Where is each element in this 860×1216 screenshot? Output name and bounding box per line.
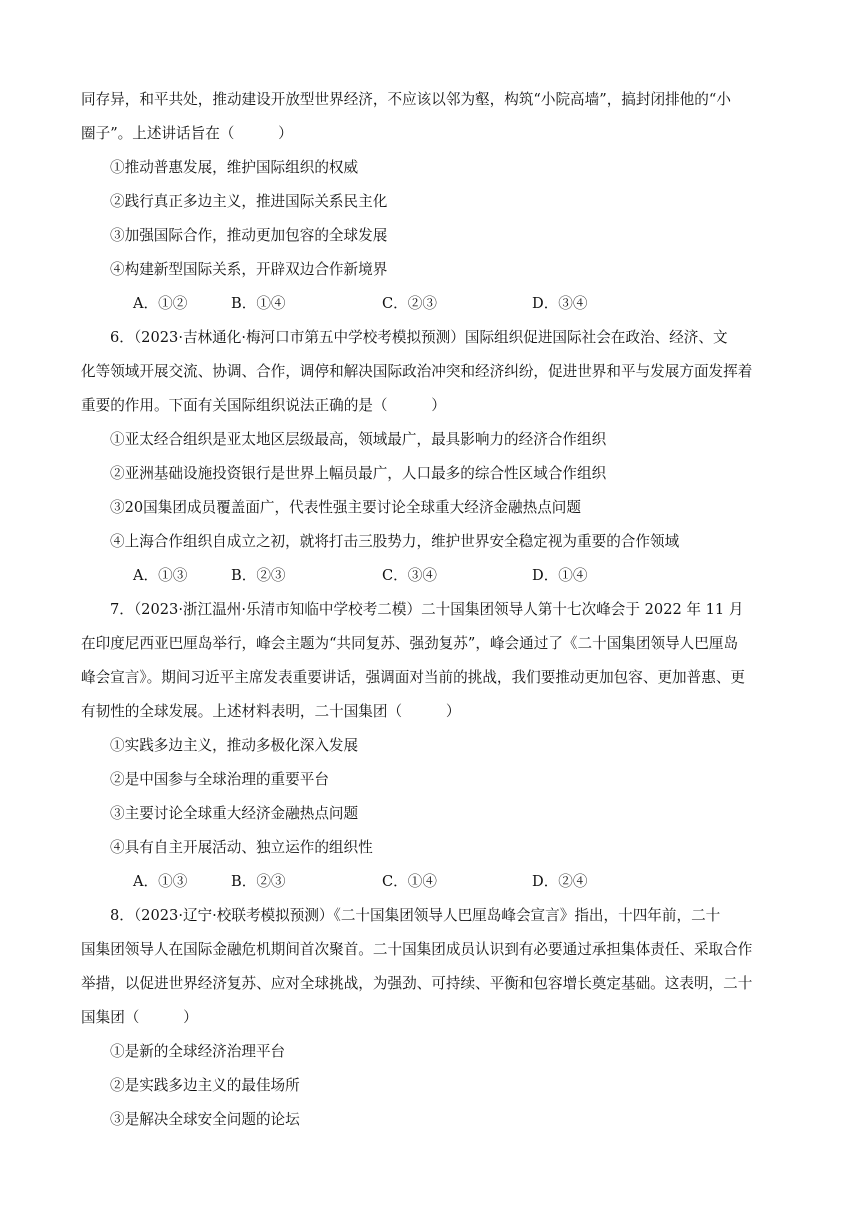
statement-2: ②亚洲基础设施投资银行是世界上幅员最广，人口最多的综合性区域合作组织: [110, 465, 607, 482]
statement-1: ①实践多边主义，推动多极化深入发展: [110, 737, 359, 754]
question-text-line: 国集团（ ）: [81, 1009, 198, 1026]
statement-2: ②是实践多边主义的最佳场所: [110, 1077, 300, 1094]
option-c[interactable]: C．①④: [382, 873, 437, 890]
question-text-line: 有韧性的全球发展。上述材料表明，二十国集团（ ）: [81, 703, 461, 720]
statement-3: ③20国集团成员覆盖面广，代表性强主要讨论全球重大经济金融热点问题: [110, 499, 581, 516]
option-d[interactable]: D．②④: [532, 873, 588, 890]
question-6-stem: 6．（2023·吉林通化·梅河口市第五中学校考模拟预测）国际组织促进国际社会在政治、经济、文: [110, 329, 728, 346]
option-b[interactable]: B．②③: [231, 873, 286, 890]
answer-options: [133, 294, 693, 314]
option-a[interactable]: A．①②: [133, 295, 188, 312]
question-text-line: 在印度尼西亚巴厘岛举行，峰会主题为“共同复苏、强劲复苏”，峰会通过了《二十国集团领导人巴厘岛: [81, 635, 739, 652]
question-text-line: 圈子”。上述讲话旨在（ ）: [81, 125, 293, 142]
question-text-line: 化等领域开展交流、协调、合作，调停和解决国际政治冲突和经济纠纷，促进世界和平与发展方面发挥着: [81, 363, 753, 380]
statement-4: ④构建新型国际关系，开辟双边合作新境界: [110, 261, 388, 278]
statement-2: ②是中国参与全球治理的重要平台: [110, 771, 329, 788]
option-b[interactable]: B．②③: [231, 567, 286, 584]
question-text-line: 峰会宣言》。期间习近平主席发表重要讲话，强调面对当前的挑战，我们要推动更加包容、更加普惠、更: [81, 669, 746, 686]
question-8-stem: 8．（2023·辽宁·校联考模拟预测）《二十国集团领导人巴厘岛峰会宣言》指出，十四年前，二十: [110, 907, 721, 924]
option-d[interactable]: D．①④: [532, 567, 588, 584]
question-7-stem: 7．（2023·浙江温州·乐清市知临中学校考二模）二十国集团领导人第十七次峰会于 2022 年 11 月: [110, 601, 744, 618]
answer-options: [133, 566, 693, 586]
statement-4: ④具有自主开展活动、独立运作的组织性: [110, 839, 373, 856]
option-c[interactable]: C．③④: [382, 567, 437, 584]
question-text-line: 重要的作用。下面有关国际组织说法正确的是（ ）: [81, 397, 446, 414]
question-text-line: 举措，以促进世界经济复苏、应对全球挑战，为强劲、可持续、平衡和包容增长奠定基础。这表明，二十: [81, 975, 753, 992]
statement-2: ②践行真正多边主义，推进国际关系民主化: [110, 193, 388, 210]
statement-3: ③加强国际合作，推动更加包容的全球发展: [110, 227, 388, 244]
statement-1: ①是新的全球经济治理平台: [110, 1043, 286, 1060]
option-a[interactable]: A．①③: [133, 873, 188, 890]
statement-3: ③是解决全球安全问题的论坛: [110, 1111, 300, 1128]
statement-1: ①亚太经合组织是亚太地区层级最高，领域最广，最具影响力的经济合作组织: [110, 431, 607, 448]
statement-3: ③主要讨论全球重大经济金融热点问题: [110, 805, 359, 822]
statement-4: ④上海合作组织自成立之初，就将打击三股势力，维护世界安全稳定视为重要的合作领域: [110, 533, 680, 550]
answer-options: [133, 872, 693, 892]
option-a[interactable]: A．①③: [133, 567, 188, 584]
statement-1: ①推动普惠发展，维护国际组织的权威: [110, 159, 359, 176]
option-c[interactable]: C．②③: [382, 295, 437, 312]
question-text-line: 同存异，和平共处，推动建设开放型世界经济，不应该以邻为壑，构筑“小院高墙”，搞封闭排他的“小: [81, 91, 731, 108]
option-b[interactable]: B．①④: [231, 295, 286, 312]
option-d[interactable]: D．③④: [532, 295, 588, 312]
question-text-line: 国集团领导人在国际金融危机期间首次聚首。二十国集团成员认识到有必要通过承担集体责任、采取合作: [81, 941, 753, 958]
